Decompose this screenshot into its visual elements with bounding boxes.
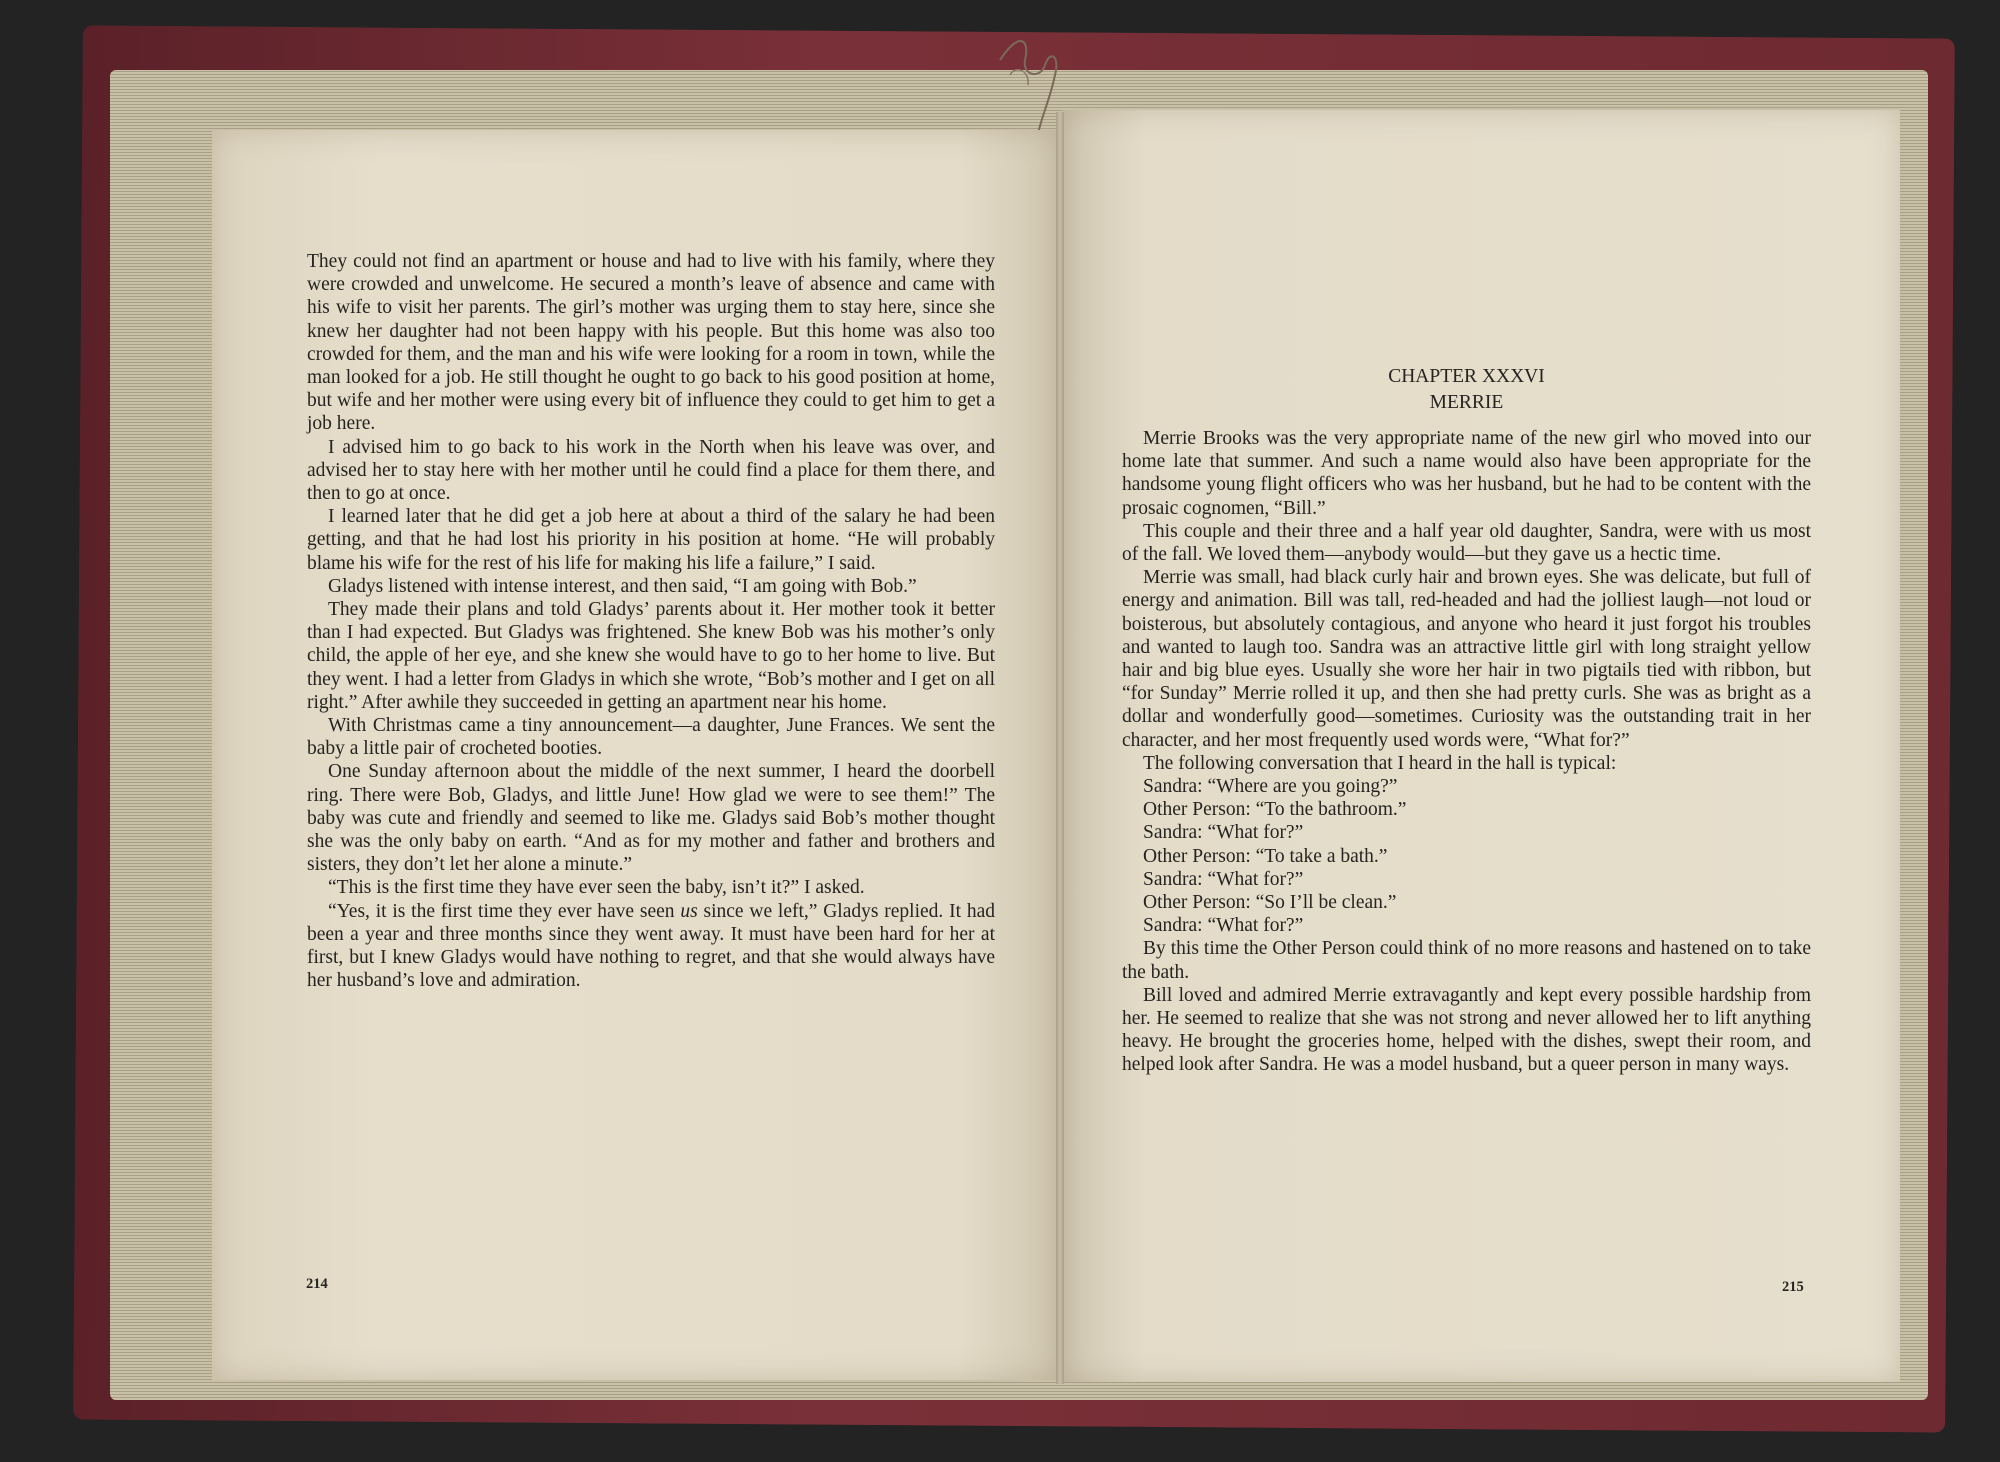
left-page-body	[307, 250, 995, 993]
page-number-left: 214	[306, 1276, 328, 1292]
right-paragraph: The following conversation that I heard in the hall is typical:	[1143, 752, 1617, 774]
left-paragraph: They could not find an apartment or house and had to live with his family, where they were crowded and unwelcome. He secured a month’s leave of absence and came with his wife to visit her parents. The girl’s mother was urging them to stay here, since she knew her daughter had not been happy with his people. But this home was also too crowded for them, and the man and his wife were looking for a room in town, while the man looked for a job. He still thought he ought to go back to his good position at home, but wife and her mother were using every bit of influence they could to get him to get a job here.	[307, 251, 995, 435]
left-paragraph: Gladys listened with intense interest, and then said, “I am going with Bob.”	[328, 575, 917, 597]
right-paragraph: Merrie was small, had black curly hair and brown eyes. She was delicate, but full of energy and animation. Bill was tall, red-headed and had the jolliest laugh—not loud or boisterous, but absolutely contagious, and anyone who heard it just forgot his troubles and wanted to laugh too. Sandra was an attractive little girl with long straight yellow hair and big blue eyes. Usually she wore her hair in two pigtails tied with ribbon, but “for Sunday” Merrie rolled it up, and then she had pretty curls. She was as bright as a dollar and wonderfully good—sometimes. Curiosity was the outstanding trait in her character, and her most frequently used words were, “What for?”	[1122, 567, 1811, 751]
book-gutter	[1056, 112, 1064, 1384]
dialogue-line: Sandra: “What for?”	[1143, 822, 1304, 844]
left-paragraph: With Christmas came a tiny announcement—a daughter, June Frances. We sent the baby a little pair of crocheted booties.	[307, 715, 995, 760]
dialogue-line: Sandra: “What for?”	[1143, 868, 1304, 890]
left-paragraph: They made their plans and told Gladys’ parents about it. Her mother took it better than I had expected. But Gladys was frightened. She knew Bob was his mother’s only child, the apple of her eye, and she knew she would have to go to her home to live. But they went. I had a letter from Gladys in which she wrote, “Bob’s mother and I get on all right.” After awhile they succeeded in getting an apartment near his home.	[307, 599, 995, 713]
right-paragraph: Bill loved and admired Merrie extravagantly and kept every possible hardship from her. He seemed to realize that she was not strong and never allowed her to lift anything heavy. He brought the groceries home, helped with the dishes, swept their room, and helped look after Sandra. He was a model husband, but a queer person in many ways.	[1122, 984, 1811, 1076]
right-page-body	[1122, 427, 1811, 1077]
left-paragraph: I advised him to go back to his work in the North when his leave was over, and advised her to stay here with her mother until he could find a place for them there, and then to go at once.	[307, 436, 995, 505]
italic-word: us	[680, 900, 698, 922]
right-paragraph: By this time the Other Person could think of no more reasons and hastened on to take the bath.	[1122, 938, 1811, 983]
left-paragraph: I learned later that he did get a job here at about a third of the salary he had been getting, and that he had lost his priority in his position at home. “He will probably blame his wife for the rest of his life for making his life a failure,” I said.	[307, 506, 995, 574]
text-segment: since we left,” Gladys replied. It had been a year and three months since they went away. It must have been hard for her at first, but I knew Gladys would have nothing to regret, and that she would always have her husband’s love and admiration.	[307, 900, 995, 992]
dialogue-line: Sandra: “Where are you going?”	[1143, 776, 1398, 798]
left-paragraph: One Sunday afternoon about the middle of the next summer, I heard the doorbell ring. There were Bob, Gladys, and little June! How glad we were to see them!” The baby was cute and friendly and seemed to like me. Gladys said Bob’s mother thought she was the only baby on earth. “And as for my mother and father and brothers and sisters, they don’t let her alone a minute.”	[307, 761, 995, 876]
dialogue-line: Sandra: “What for?”	[1143, 915, 1304, 937]
chapter-number: CHAPTER XXXVI	[1388, 366, 1545, 387]
dialogue-line: Other Person: “So I’ll be clean.”	[1143, 892, 1397, 914]
left-paragraph-last	[307, 900, 995, 993]
dialogue-line: Other Person: “To take a bath.”	[1143, 845, 1388, 867]
dialogue-line: Other Person: “To the bathroom.”	[1143, 799, 1407, 821]
right-paragraph: This couple and their three and a half year old daughter, Sandra, were with us most of the fall. We loved them—anybody would—but they gave us a hectic time.	[1122, 520, 1811, 566]
chapter-title: MERRIE	[1429, 392, 1504, 413]
text-segment: “Yes, it is the first time they ever have seen	[328, 900, 681, 922]
right-paragraph: Merrie Brooks was the very appropriate name of the new girl who moved into our home late that summer. And such a name would also have been appropriate for the handsome young flight officers who was her husband, but he had to be content with the prosaic cognomen, “Bill.”	[1122, 428, 1811, 519]
page-number-right: 215	[1782, 1279, 1804, 1295]
left-paragraph: “This is the first time they have ever seen the baby, isn’t it?” I asked.	[328, 877, 865, 899]
